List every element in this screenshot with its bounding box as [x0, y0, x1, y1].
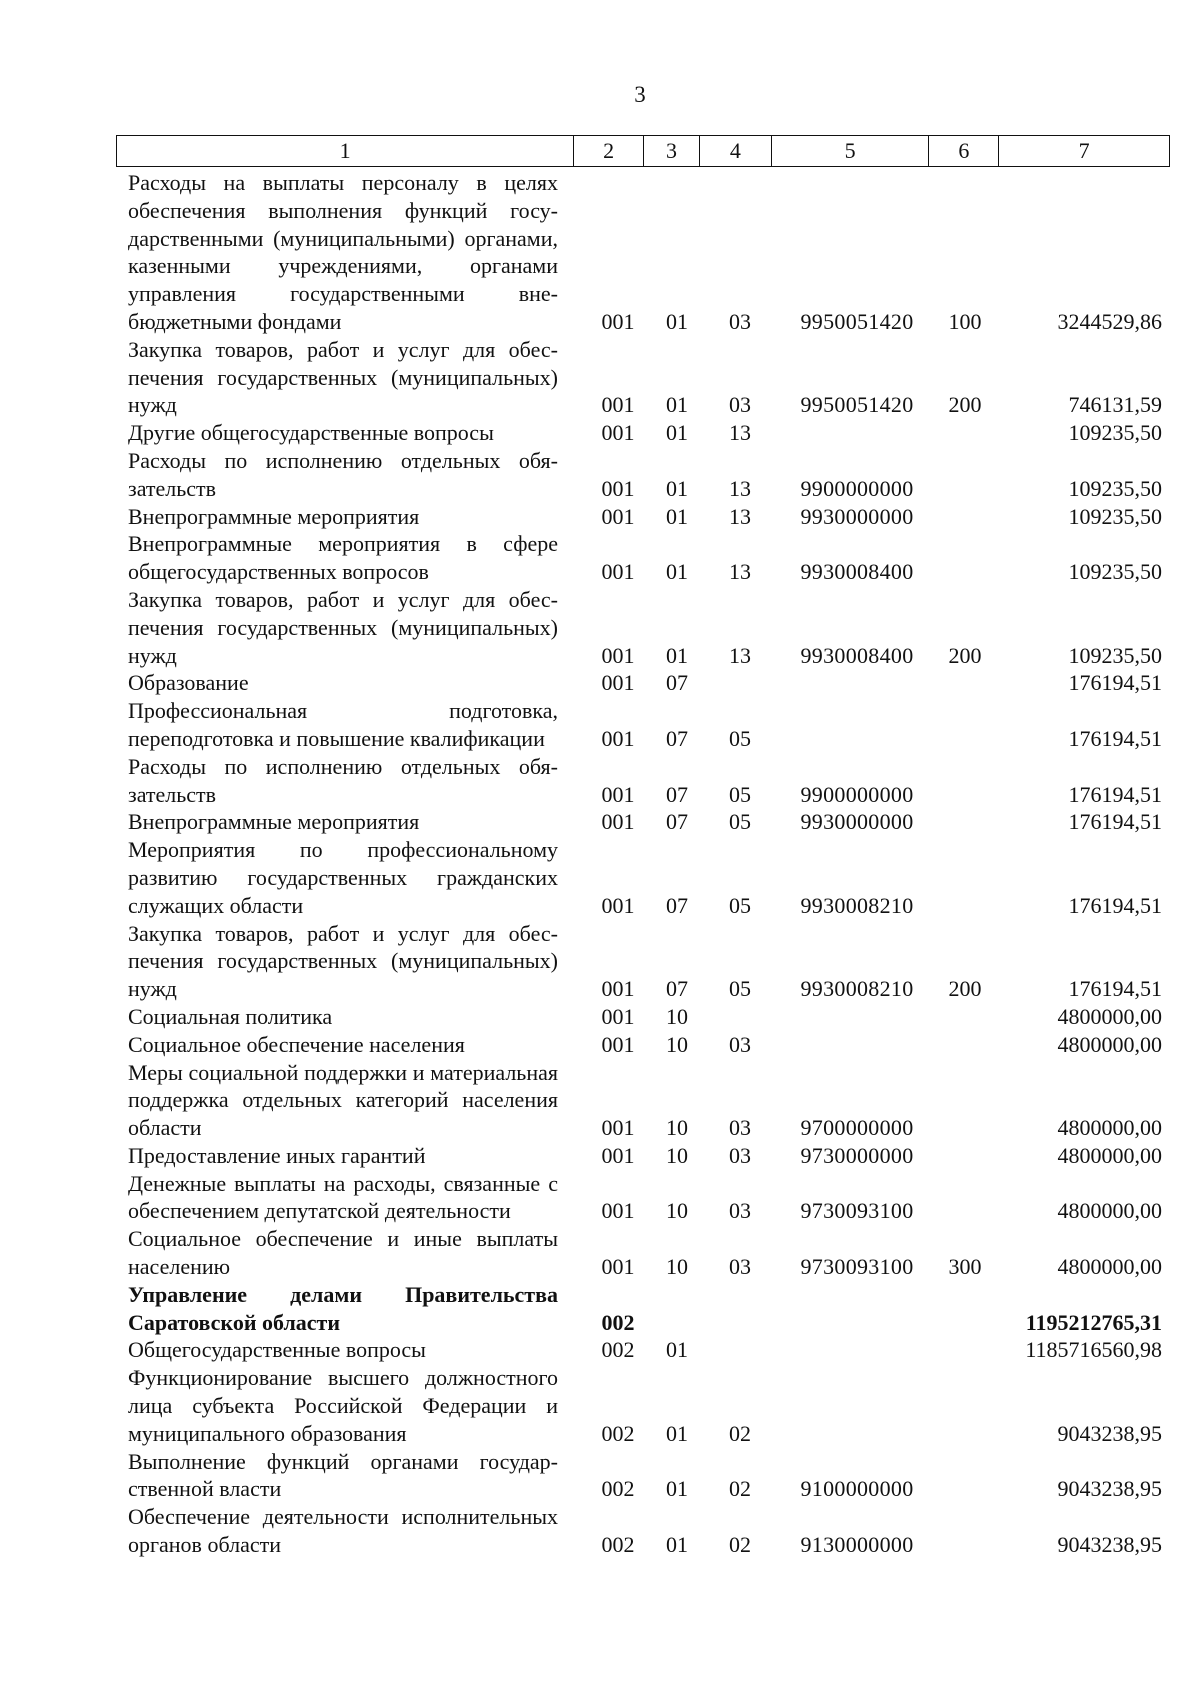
page-number: 3	[634, 82, 646, 107]
row-amount: 4800000,00	[1057, 1115, 1162, 1141]
table-row	[116, 697, 1170, 753]
row-code-section: 01	[666, 475, 688, 501]
table-row	[116, 169, 1170, 336]
row-code-section: 01	[666, 308, 688, 334]
table-row	[116, 1170, 1170, 1226]
row-code-subsection: 03	[729, 392, 751, 418]
table-row	[116, 1364, 1170, 1447]
row-code-subsection: 05	[729, 725, 751, 751]
table-row	[116, 336, 1170, 419]
row-amount: 1195212765,31	[1025, 1309, 1162, 1335]
header-col-7: 7	[1078, 138, 1090, 163]
row-name: Профессиональная подготовка, переподготовка и повышение квалификации	[128, 698, 558, 751]
row-code-subsection: 03	[729, 1198, 751, 1224]
row-code-section: 10	[666, 1198, 688, 1224]
row-name: Закупка товаров, работ и услуг для обеспечения государственных (муниципальных) нужд	[128, 920, 558, 1002]
row-code-type: 100	[948, 308, 982, 334]
row-amount: 4800000,00	[1057, 1142, 1162, 1168]
row-code-admin: 001	[601, 670, 635, 696]
header-col-1: 1	[117, 136, 574, 166]
row-code-section: 07	[666, 781, 688, 807]
table-row	[116, 1448, 1170, 1504]
row-code-target: 9930008400	[800, 642, 914, 668]
row-code-section: 10	[666, 1031, 688, 1057]
row-amount: 176194,51	[1068, 725, 1162, 751]
row-name: Выполнение функций органами государственной власти	[128, 1448, 558, 1502]
row-name: Управление делами Правительства Саратовской области	[128, 1281, 558, 1335]
row-amount: 109235,50	[1068, 559, 1162, 585]
table-row	[116, 1225, 1170, 1281]
row-code-subsection: 13	[729, 420, 751, 446]
header-col-2: 2	[574, 136, 644, 166]
row-amount: 1185716560,98	[1025, 1337, 1162, 1363]
table-row	[116, 419, 1170, 447]
row-code-admin: 001	[601, 1198, 635, 1224]
row-code-admin: 001	[601, 809, 635, 835]
row-code-target: 9700000000	[800, 1115, 914, 1141]
row-code-admin: 001	[601, 1254, 635, 1280]
row-code-type: 300	[948, 1254, 982, 1280]
row-name: Внепрограммные мероприятия в сфере общегосударственных вопросов	[128, 531, 558, 585]
row-code-section: 10	[666, 1254, 688, 1280]
row-amount: 176194,51	[1068, 809, 1162, 835]
row-code-target: 9900000000	[800, 781, 914, 807]
row-name: Внепрограммные мероприятия	[128, 503, 420, 529]
row-code-section: 07	[666, 976, 688, 1002]
row-name: Социальное обеспечение населения	[128, 1031, 465, 1057]
row-code-section: 01	[666, 1532, 688, 1558]
row-code-admin: 001	[601, 781, 635, 807]
table-row	[116, 920, 1170, 1003]
row-code-subsection: 05	[729, 892, 751, 918]
row-code-subsection: 13	[729, 503, 751, 529]
row-code-section: 07	[666, 725, 688, 751]
table-row	[116, 753, 1170, 809]
row-name: Закупка товаров, работ и услуг для обеспечения государственных (муниципальных) нужд	[128, 586, 558, 668]
row-code-admin: 002	[601, 1337, 635, 1363]
row-code-target: 9900000000	[800, 475, 914, 501]
row-code-section: 01	[666, 420, 688, 446]
table-row	[116, 1142, 1170, 1170]
row-amount: 9043238,95	[1057, 1532, 1162, 1558]
table-row-department	[116, 1281, 1170, 1337]
row-amount: 4800000,00	[1057, 1031, 1162, 1057]
row-code-admin: 001	[601, 503, 635, 529]
header-col-3: 3	[644, 136, 700, 166]
row-name: Закупка товаров, работ и услуг для обеспечения государственных (муниципальных) нужд	[128, 336, 558, 418]
row-amount: 176194,51	[1068, 670, 1162, 696]
row-amount: 4800000,00	[1057, 1198, 1162, 1224]
row-code-admin: 001	[601, 475, 635, 501]
header-col-5: 5	[772, 136, 930, 166]
row-code-subsection: 13	[729, 559, 751, 585]
row-code-admin: 001	[601, 1142, 635, 1168]
row-name: Социальное обеспечение и иные выплаты населению	[128, 1226, 558, 1280]
row-code-section: 10	[666, 1003, 688, 1029]
row-code-admin: 001	[601, 1115, 635, 1141]
row-code-target: 9730093100	[800, 1198, 914, 1224]
row-code-section: 01	[666, 1476, 688, 1502]
row-code-target: 9930008400	[800, 559, 914, 585]
row-name: Обеспечение деятельности исполнительных органов области	[128, 1504, 558, 1558]
row-code-target: 9950051420	[800, 392, 914, 418]
row-code-subsection: 13	[729, 642, 751, 668]
row-code-target: 9130000000	[800, 1532, 914, 1558]
row-code-subsection: 05	[729, 809, 751, 835]
row-code-subsection: 05	[729, 781, 751, 807]
table-row	[116, 447, 1170, 503]
row-code-admin: 002	[601, 1309, 635, 1335]
row-code-subsection: 03	[729, 1031, 751, 1057]
row-code-section: 01	[666, 503, 688, 529]
row-code-admin: 001	[601, 892, 635, 918]
row-name: Общегосударственные вопросы	[128, 1337, 426, 1363]
table-row	[116, 808, 1170, 836]
row-code-target: 9730000000	[800, 1142, 914, 1168]
row-code-section: 01	[666, 1337, 688, 1363]
row-code-section: 10	[666, 1115, 688, 1141]
row-code-admin: 002	[601, 1420, 635, 1446]
table-row	[116, 1336, 1170, 1364]
table-row	[116, 1031, 1170, 1059]
table-row	[116, 669, 1170, 697]
table-row	[116, 503, 1170, 531]
row-name: Денежные выплаты на расходы, связанные с обеспечением депутатской деятельности	[128, 1170, 558, 1224]
row-code-target: 9930008210	[800, 976, 914, 1002]
row-code-admin: 002	[601, 1476, 635, 1502]
row-code-target: 9930000000	[800, 809, 914, 835]
row-code-type: 200	[948, 642, 982, 668]
row-name: Меры социальной поддержки и материальная поддержка отдельных категорий населения области	[128, 1059, 558, 1141]
row-code-subsection: 02	[729, 1420, 751, 1446]
row-amount: 176194,51	[1068, 781, 1162, 807]
row-code-target: 9930008210	[800, 892, 914, 918]
row-amount: 109235,50	[1068, 420, 1162, 446]
row-name: Социальная политика	[128, 1003, 333, 1029]
row-code-subsection: 03	[729, 1254, 751, 1280]
row-code-section: 07	[666, 892, 688, 918]
row-name: Расходы на выплаты персоналу в целях обеспечения выполнения функций государственными (муниципальными) органами, казенными учреждениями, органами управления государственными внебюджетными фондами	[128, 170, 558, 334]
row-code-admin: 001	[601, 642, 635, 668]
table-row	[116, 1059, 1170, 1142]
row-code-subsection: 02	[729, 1476, 751, 1502]
header-col-6: 6	[929, 136, 999, 166]
row-amount: 109235,50	[1068, 475, 1162, 501]
row-code-admin: 001	[601, 1031, 635, 1057]
row-name: Мероприятия по профессиональному развитию государственных гражданских служащих области	[128, 837, 558, 918]
row-code-target: 9930000000	[800, 503, 914, 529]
row-name: Предоставление иных гарантий	[128, 1142, 426, 1168]
row-amount: 109235,50	[1068, 503, 1162, 529]
row-code-admin: 001	[601, 976, 635, 1002]
row-code-admin: 001	[601, 725, 635, 751]
row-code-admin: 001	[601, 420, 635, 446]
row-name: Расходы по исполнению отдельных обязательств	[128, 753, 558, 807]
row-code-subsection: 05	[729, 976, 751, 1002]
row-code-target: 9100000000	[800, 1476, 914, 1502]
row-code-section: 10	[666, 1142, 688, 1168]
row-code-section: 01	[666, 392, 688, 418]
row-code-section: 01	[666, 642, 688, 668]
table-body	[116, 169, 1170, 1559]
row-code-target: 9730093100	[800, 1254, 914, 1280]
row-code-section: 07	[666, 670, 688, 696]
row-name: Функционирование высшего должностного лица субъекта Российской Федерации и муниципального образования	[128, 1365, 558, 1446]
row-name: Другие общегосударственные вопросы	[128, 420, 494, 446]
row-name: Внепрограммные мероприятия	[128, 809, 420, 835]
row-code-admin: 001	[601, 392, 635, 418]
row-code-type: 200	[948, 976, 982, 1002]
header-col-4: 4	[700, 136, 772, 166]
row-amount: 4800000,00	[1057, 1003, 1162, 1029]
table-row	[116, 1503, 1170, 1559]
row-name: Образование	[128, 670, 249, 696]
row-code-admin: 001	[601, 559, 635, 585]
row-code-target: 9950051420	[800, 308, 914, 334]
row-code-admin: 002	[601, 1532, 635, 1558]
table-row	[116, 530, 1170, 586]
row-code-admin: 001	[601, 308, 635, 334]
row-code-section: 07	[666, 809, 688, 835]
row-code-subsection: 03	[729, 1115, 751, 1141]
row-code-subsection: 13	[729, 475, 751, 501]
row-name: Расходы по исполнению отдельных обязательств	[128, 447, 558, 501]
row-amount: 9043238,95	[1057, 1420, 1162, 1446]
table-row	[116, 836, 1170, 919]
row-code-subsection: 03	[729, 308, 751, 334]
row-code-type: 200	[948, 392, 982, 418]
row-code-subsection: 03	[729, 1142, 751, 1168]
row-amount: 9043238,95	[1057, 1476, 1162, 1502]
table-row	[116, 586, 1170, 669]
row-code-admin: 001	[601, 1003, 635, 1029]
row-amount: 176194,51	[1068, 892, 1162, 918]
table-row	[116, 1003, 1170, 1031]
row-amount: 176194,51	[1068, 976, 1162, 1002]
row-code-subsection: 02	[729, 1532, 751, 1558]
table-header-row	[116, 135, 1170, 167]
row-amount: 4800000,00	[1057, 1254, 1162, 1280]
row-amount: 109235,50	[1068, 642, 1162, 668]
row-amount: 746131,59	[1068, 392, 1162, 418]
row-code-section: 01	[666, 559, 688, 585]
row-code-section: 01	[666, 1420, 688, 1446]
row-amount: 3244529,86	[1057, 308, 1162, 334]
